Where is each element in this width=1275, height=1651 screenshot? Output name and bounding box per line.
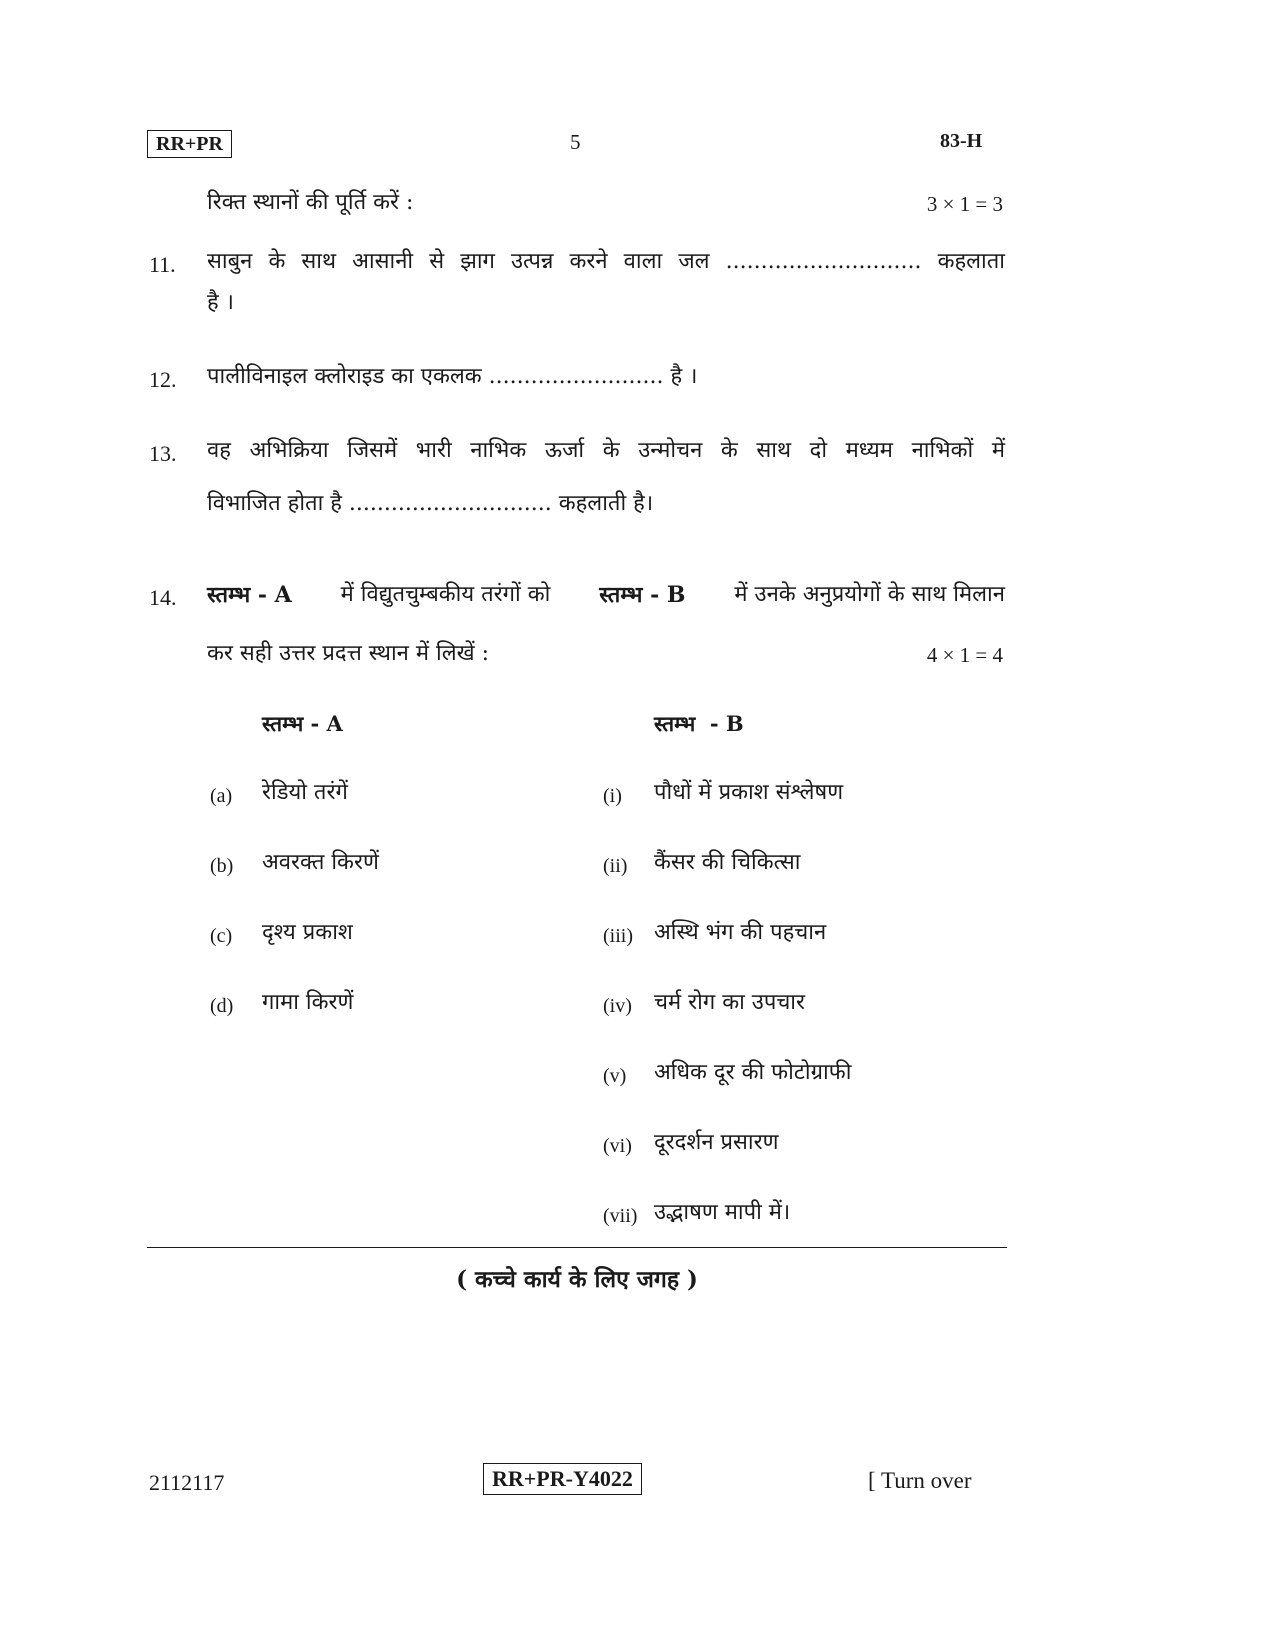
column-a-item: गामा किरणें — [262, 990, 354, 1015]
header-code: RR+PR — [147, 130, 232, 158]
question-text-part: में उनके अनुप्रयोगों के साथ मिलान — [734, 582, 1005, 607]
column-a-label: (b) — [210, 855, 234, 877]
section-instruction: रिक्त स्थानों की पूर्ति करें : — [207, 190, 414, 215]
column-b-label: (iii) — [603, 925, 633, 947]
stambh-a-ref: स्तम्भ - A — [207, 582, 292, 608]
column-b-item: उद्भाषण मापी में। — [654, 1200, 791, 1225]
question-text: वह अभिक्रिया जिसमें भारी नाभिक ऊर्जा के उन्मोचन के साथ दो मध्यम नाभिकों में — [207, 438, 1005, 463]
page-number: 5 — [570, 130, 581, 154]
paper-code: 83-H — [940, 130, 983, 152]
question-number: 14. — [149, 585, 177, 610]
column-a-label: (d) — [210, 995, 234, 1017]
column-b-label: (vi) — [603, 1135, 632, 1157]
column-b-item: चर्म रोग का उपचार — [654, 990, 805, 1015]
column-b-label: (vii) — [603, 1205, 638, 1227]
footer-serial: 2112117 — [149, 1470, 225, 1495]
column-b-label: (i) — [603, 785, 622, 807]
question-text: है । — [207, 290, 235, 315]
question-text: पालीविनाइल क्लोराइड का एकलक ......................... है । — [207, 364, 698, 389]
column-b-item: कैंसर की चिकित्सा — [654, 850, 801, 875]
column-b-item: अस्थि भंग की पहचान — [654, 920, 827, 945]
column-b-item: दूरदर्शन प्रसारण — [654, 1130, 779, 1155]
turn-over-note: [ Turn over — [868, 1468, 972, 1493]
stambh-b-ref: स्तम्भ - B — [599, 582, 686, 608]
question-text: साबुन के साथ आसानी से झाग उत्पन्न करने वाला जल ............................ कहलाता — [207, 249, 1005, 274]
column-b-heading: स्तम्भ - B — [654, 711, 744, 736]
rough-work-divider — [147, 1247, 1007, 1248]
question-marks: 4 × 1 = 4 — [926, 643, 1003, 667]
column-a-item: दृश्य प्रकाश — [262, 920, 353, 945]
question-number: 11. — [149, 252, 176, 277]
question-text — [207, 580, 1005, 610]
column-b-label: (ii) — [603, 855, 628, 877]
question-text-part: में विद्युतचुम्बकीय तरंगों को — [340, 582, 551, 607]
column-a-label: (c) — [210, 925, 233, 947]
column-b-item: अधिक दूर की फोटोग्राफी — [654, 1060, 852, 1085]
footer-code: RR+PR-Y4022 — [483, 1463, 642, 1495]
column-b-item: पौधों में प्रकाश संश्लेषण — [654, 780, 844, 805]
column-b-label: (v) — [603, 1065, 627, 1087]
question-number: 12. — [149, 367, 177, 392]
column-a-heading: स्तम्भ - A — [262, 711, 343, 736]
column-a-label: (a) — [210, 785, 233, 807]
section-marks: 3 × 1 = 3 — [926, 192, 1003, 216]
question-number: 13. — [149, 441, 177, 466]
question-text: कर सही उत्तर प्रदत्त स्थान में लिखें : — [207, 641, 490, 666]
column-a-item: रेडियो तरंगें — [262, 780, 348, 805]
question-text: विभाजित होता है ............................. कहलाती है। — [207, 491, 654, 516]
column-a-item: अवरक्त किरणें — [262, 850, 379, 875]
rough-work-label: ( कच्चे कार्य के लिए जगह ) — [456, 1266, 698, 1293]
column-b-label: (iv) — [603, 995, 632, 1017]
